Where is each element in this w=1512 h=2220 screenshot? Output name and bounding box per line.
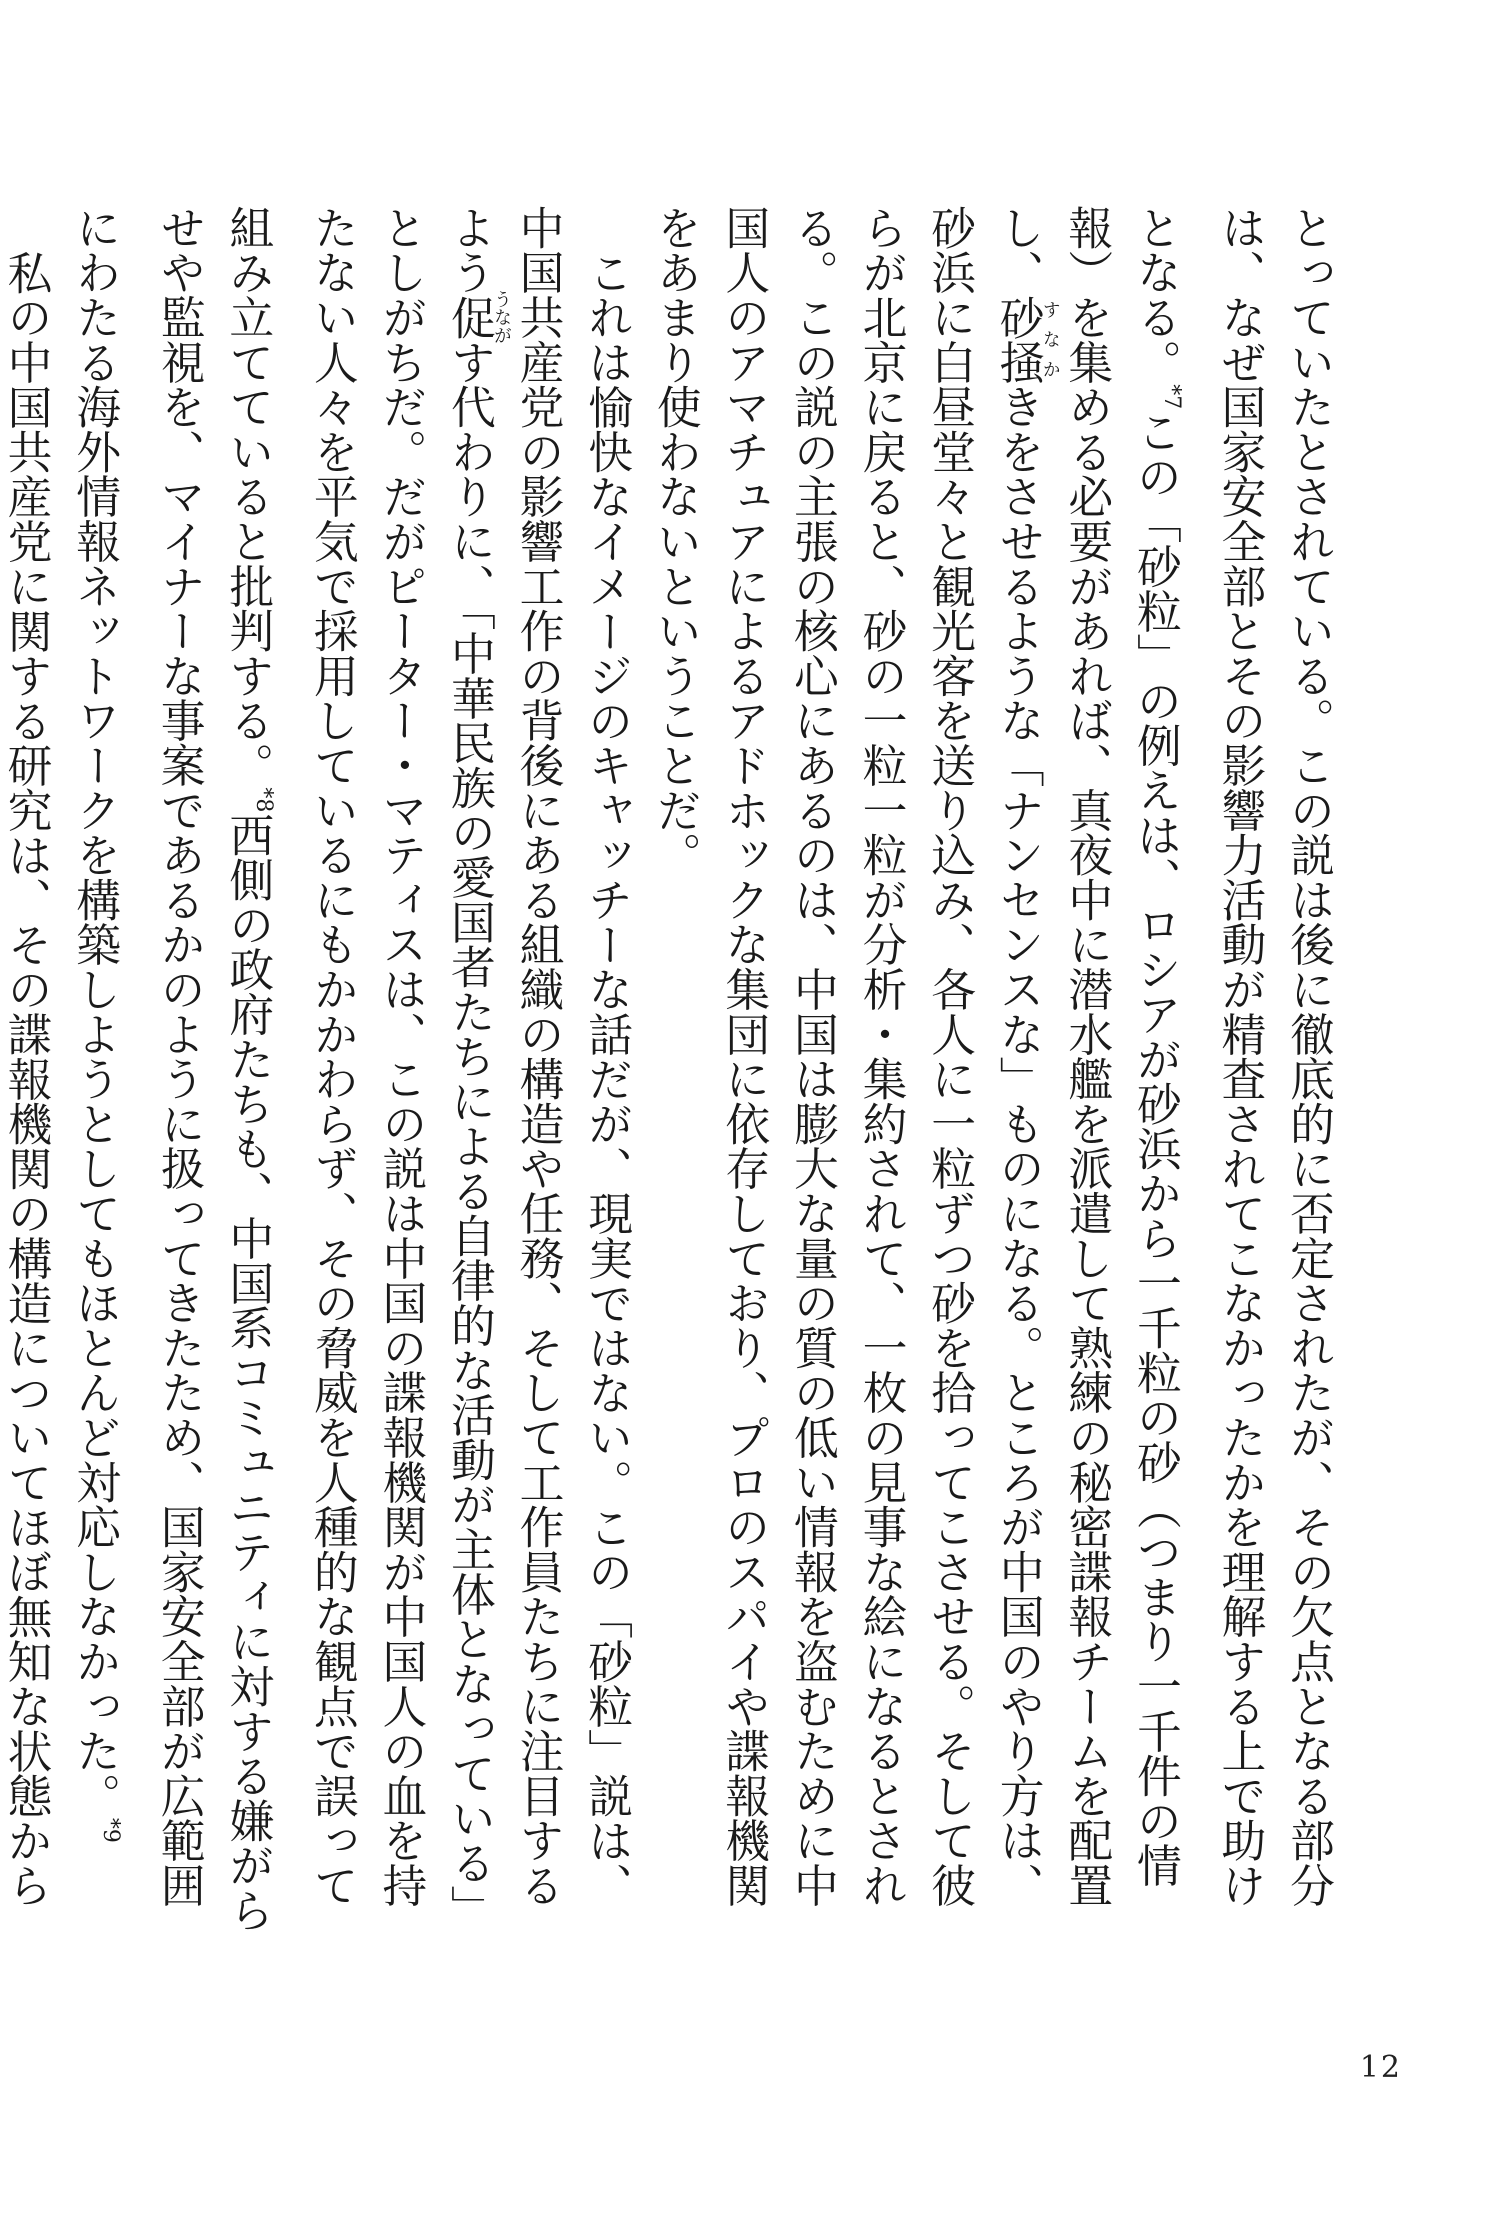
footnote-marker: *7 (1158, 384, 1184, 410)
text-run: この「砂粒」の例えは、ロシアが砂浜から一千粒の砂（つまり一千件の情報）を集める必要があれば、真夜中に潜水艦を派遣して熟練の秘密諜報チームを配置し、 (991, 205, 1182, 1908)
text-run: 西側の政府たちも、中国系コミュニティに対する嫌がらせや監視を、マイナーな事案であるかのように扱ってきたため、国家安全部が広範囲にわたる海外情報ネットワークを構築しようとしてもほとんど対応しなかった。 (68, 205, 275, 1933)
ruby-reading: すなか (1039, 294, 1061, 385)
text-run: とっていたとされている。この説は後に徹底的に否定されたが、その欠点となる部分は、なぜ国家安全部とその影響力活動が精査されてこなかったかを理解する上で助けとなる。 (1128, 205, 1335, 1908)
text-run: 私の中国共産党に関する研究は、その諜報機関の構造についてほぼ無知な状態から (0, 249, 53, 1908)
ruby-reading: うなが (490, 290, 512, 345)
paragraph (60, 205, 641, 1945)
text-run: す代わりに、「中華民族の愛国者たちによる自律的な活動が主体となっている」としがちだ。だがピーター・マティスは、この説は中国の諜報機関が中国人の血を持たない人々を平気で採用しているにもかかわらず、その脅威を人種的な観点で誤って組み立てていると批判する。 (221, 205, 496, 1930)
ruby-base: 促 (442, 290, 496, 345)
text-run: これは愉快なイメージのキャッチーな話だが、現実ではない。この「砂粒」説は、中国共産党の影響工作の背後にある組織の構造や任務、そして工作員たちに注目するよう (442, 205, 634, 1908)
paragraph (0, 205, 60, 1945)
ruby-annotation (442, 290, 512, 345)
ruby-annotation (991, 294, 1061, 385)
footnote-marker: *8 (251, 787, 277, 813)
ruby-base: 砂掻 (991, 294, 1045, 385)
paragraph (640, 205, 1342, 1945)
page-number: 12 (1359, 2050, 1402, 2085)
text-run: きをさせるような「ナンセンスな」ものになる。ところが中国のやり方は、砂浜に白昼堂々と観光客を送り込み、各人に一粒ずつ砂を拾ってこさせる。そして彼らが北京に戻ると、砂の一粒一粒が分析・集約されて、一枚の見事な絵になるとされる。この説の主張の核心にあるのは、中国は膨大な量の質の低い情報を盗むために中国人のアマチュアによるアドホックな集団に依存しており、プロのスパイや諜報機関をあまり使わないということだ。 (648, 205, 1045, 1908)
footnote-marker: *9 (98, 1817, 124, 1843)
body-text (0, 205, 1342, 1945)
